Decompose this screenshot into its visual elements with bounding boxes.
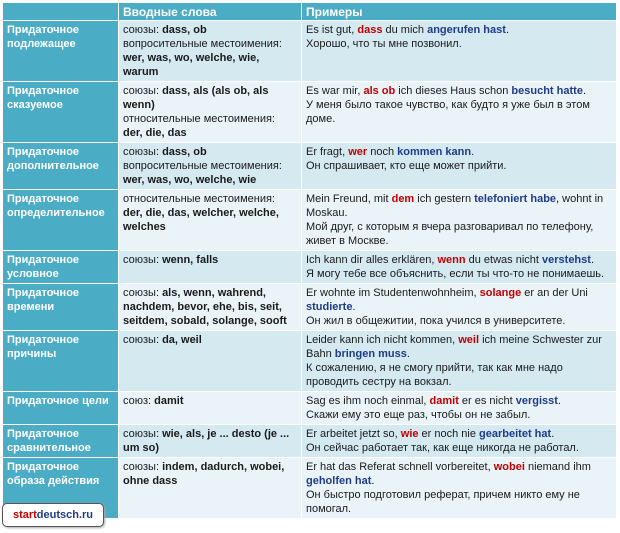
example-text: er noch nie — [418, 428, 480, 440]
german-example — [306, 333, 612, 361]
example-cell — [302, 458, 617, 519]
verb-highlight: angerufen hast — [427, 24, 506, 36]
clause-type: Придаточное подлежащее — [3, 21, 119, 82]
intro-words: der, die, das — [123, 127, 187, 139]
conjunction-highlight: solange — [479, 287, 522, 299]
example-cell — [302, 331, 617, 392]
intro-line — [123, 286, 297, 328]
example-text: ich meine Schwester zur Bahn — [306, 334, 602, 360]
intro-label: относительные местоимения: — [123, 113, 275, 125]
intro-line — [123, 112, 297, 140]
table-row — [3, 425, 617, 458]
conjunction-highlight: wer — [348, 146, 368, 158]
verb-highlight: bringen muss — [334, 348, 407, 360]
example-text: Er wohnte im Studentenwohnheim, — [306, 287, 480, 299]
example-text: , wohnt in Moskau. — [306, 193, 604, 219]
clause-type: Придаточное сравнительное — [3, 425, 119, 458]
grammar-table — [2, 2, 617, 519]
intro-words-cell — [119, 331, 302, 392]
example-cell — [302, 284, 617, 331]
example-text: Es ist gut, — [306, 24, 358, 36]
table-body — [3, 21, 617, 519]
russian-translation: Он быстро подготовил реферат, причем никто ему не помогал. — [306, 489, 580, 515]
table-row — [3, 251, 617, 284]
example-text: Er fragt, — [306, 146, 349, 158]
example-cell — [302, 21, 617, 82]
intro-words-cell — [119, 458, 302, 519]
example-text: Er arbeitet jetzt so, — [306, 428, 401, 440]
table-row — [3, 190, 617, 251]
intro-label: союз: — [123, 395, 155, 407]
example-cell — [302, 251, 617, 284]
german-example — [306, 286, 612, 314]
intro-label: союзы: — [123, 146, 163, 158]
conjunction-highlight: wenn — [437, 254, 466, 266]
intro-words: wie, als, je ... desto (je ... um so) — [123, 428, 290, 454]
russian-translation: Мой друг, с которым я вчера разговаривал по телефону, живет в Москве. — [306, 221, 594, 247]
example-text: du etwas nicht — [465, 254, 543, 266]
example-text: er an der Uni — [521, 287, 588, 299]
russian-translation: Он спрашивает, кто еще может прийти. — [306, 160, 507, 172]
example-text: . — [582, 85, 586, 97]
example-text: . — [471, 146, 475, 158]
intro-words: damit — [154, 395, 184, 407]
example-text: niemand ihm — [524, 461, 591, 473]
example-text: . — [590, 254, 594, 266]
intro-words-cell — [119, 392, 302, 425]
intro-words: dass, ob — [162, 24, 207, 36]
verb-highlight: geholfen hat — [306, 475, 372, 487]
example-text: . — [371, 475, 375, 487]
example-text: Leider kann ich nicht kommen, — [306, 334, 459, 346]
example-cell — [302, 392, 617, 425]
clause-type: Придаточное определительное — [3, 190, 119, 251]
intro-label: союзы: — [123, 254, 163, 266]
clause-type: Придаточное цели — [3, 392, 119, 425]
intro-words-cell — [119, 251, 302, 284]
russian-translation: Хорошо, что ты мне позвонил. — [306, 38, 462, 50]
conjunction-highlight: dem — [391, 193, 415, 205]
header-type — [3, 3, 119, 21]
verb-highlight: vergisst — [515, 395, 558, 407]
intro-words-cell — [119, 190, 302, 251]
intro-line — [123, 84, 297, 112]
example-text: Er hat das Referat schnell vorbereitet, — [306, 461, 494, 473]
intro-label: вопросительные местоимения: — [123, 160, 282, 172]
intro-line — [123, 460, 297, 488]
intro-label: вопросительные местоимения: — [123, 38, 282, 50]
german-example — [306, 23, 612, 37]
intro-line — [123, 394, 297, 408]
russian-translation: Он жил в общежитии, пока учился в университете. — [306, 315, 566, 327]
example-text: er es nicht — [458, 395, 516, 407]
german-example — [306, 427, 612, 441]
intro-words: da, weil — [162, 334, 202, 346]
intro-words-cell — [119, 82, 302, 143]
intro-label: относительные местоимения: — [123, 193, 275, 205]
clause-type: Придаточное времени — [3, 284, 119, 331]
intro-line — [123, 23, 297, 37]
example-text: . — [551, 428, 555, 440]
clause-type: Придаточное сказуемое — [3, 82, 119, 143]
example-text: ich gestern — [414, 193, 475, 205]
clause-type: Придаточное причины — [3, 331, 119, 392]
verb-highlight: besucht hatte — [511, 85, 583, 97]
intro-label: союзы: — [123, 334, 163, 346]
conjunction-highlight: wobei — [493, 461, 525, 473]
intro-words: indem, dadurch, wobei, ohne dass — [123, 461, 285, 487]
example-cell — [302, 190, 617, 251]
intro-line — [123, 192, 297, 234]
russian-translation: Он сейчас работает так, как еще никогда не работал. — [306, 442, 579, 454]
intro-words-cell — [119, 21, 302, 82]
example-text: ich dieses Haus schon — [395, 85, 512, 97]
intro-words: als, wenn, wahrend, nachdem, bevor, ehe, bis, seit, seitdem, sobald, solange, sooft — [123, 287, 287, 327]
verb-highlight: telefoniert habe — [474, 193, 557, 205]
intro-label: союзы: — [123, 287, 163, 299]
conjunction-highlight: wie — [400, 428, 419, 440]
example-text: . — [352, 301, 356, 313]
intro-words: der, die, das, welcher, welche, welches — [123, 207, 279, 233]
conjunction-highlight: weil — [458, 334, 480, 346]
example-text: Ich kann dir alles erklären, — [306, 254, 438, 266]
table-row — [3, 392, 617, 425]
intro-words-cell — [119, 143, 302, 190]
example-text: Mein Freund, mit — [306, 193, 392, 205]
intro-label: союзы: — [123, 428, 163, 440]
german-example — [306, 394, 612, 408]
header-intro-words: Вводные слова — [119, 3, 302, 21]
russian-translation: К сожалению, я не смогу прийти, так как мне надо проводить сестру на вокзал. — [306, 362, 563, 388]
table-row — [3, 143, 617, 190]
example-text: Sag es ihm noch einmal, — [306, 395, 430, 407]
table-header-row — [3, 3, 617, 21]
german-example — [306, 253, 612, 267]
example-cell — [302, 82, 617, 143]
intro-words: wer, was, wo, welche, wie — [123, 174, 257, 186]
table-row — [3, 331, 617, 392]
german-example — [306, 460, 612, 488]
intro-label: союзы: — [123, 85, 163, 97]
example-text: . — [505, 24, 509, 36]
clause-type: Придаточное условное — [3, 251, 119, 284]
intro-label: союзы: — [123, 24, 163, 36]
clause-type: Придаточное образа действия — [3, 458, 119, 519]
intro-words: dass, ob — [162, 146, 207, 158]
russian-translation: Скажи ему это еще раз, чтобы он не забыл. — [306, 409, 531, 421]
german-example — [306, 145, 612, 159]
table-row — [3, 82, 617, 143]
intro-words: wenn, falls — [162, 254, 219, 266]
intro-words: dass, als (als ob, als wenn) — [123, 85, 269, 111]
site-logo: startdeutsch.ru — [2, 503, 104, 527]
example-text: Es war mir, — [306, 85, 364, 97]
example-cell — [302, 425, 617, 458]
verb-highlight: kommen kann — [397, 146, 472, 158]
intro-words-cell — [119, 284, 302, 331]
russian-translation: У меня было такое чувство, как будто я уже был в этом доме. — [306, 99, 590, 125]
intro-line — [123, 145, 297, 159]
intro-line — [123, 37, 297, 79]
intro-line — [123, 427, 297, 455]
example-text: . — [557, 395, 561, 407]
example-text: noch — [367, 146, 398, 158]
conjunction-highlight: damit — [429, 395, 459, 407]
table-row — [3, 21, 617, 82]
example-text: du mich — [382, 24, 428, 36]
verb-highlight: verstehst — [542, 254, 591, 266]
russian-translation: Я могу тебе все объяснить, если ты что-то не понимаешь. — [306, 268, 605, 280]
intro-line — [123, 159, 297, 187]
german-example — [306, 192, 612, 220]
intro-line — [123, 333, 297, 347]
verb-highlight: studierte — [306, 301, 353, 313]
conjunction-highlight: dass — [357, 24, 383, 36]
example-text: . — [406, 348, 410, 360]
header-examples: Примеры — [302, 3, 617, 21]
table-row — [3, 284, 617, 331]
intro-line — [123, 253, 297, 267]
conjunction-highlight: als ob — [363, 85, 396, 97]
intro-label: союзы: — [123, 461, 163, 473]
intro-words-cell — [119, 425, 302, 458]
clause-type: Придаточное дополнительное — [3, 143, 119, 190]
german-example — [306, 84, 612, 98]
verb-highlight: gearbeitet hat — [479, 428, 552, 440]
example-cell — [302, 143, 617, 190]
intro-words: wer, was, wo, welche, wie, warum — [123, 52, 260, 78]
